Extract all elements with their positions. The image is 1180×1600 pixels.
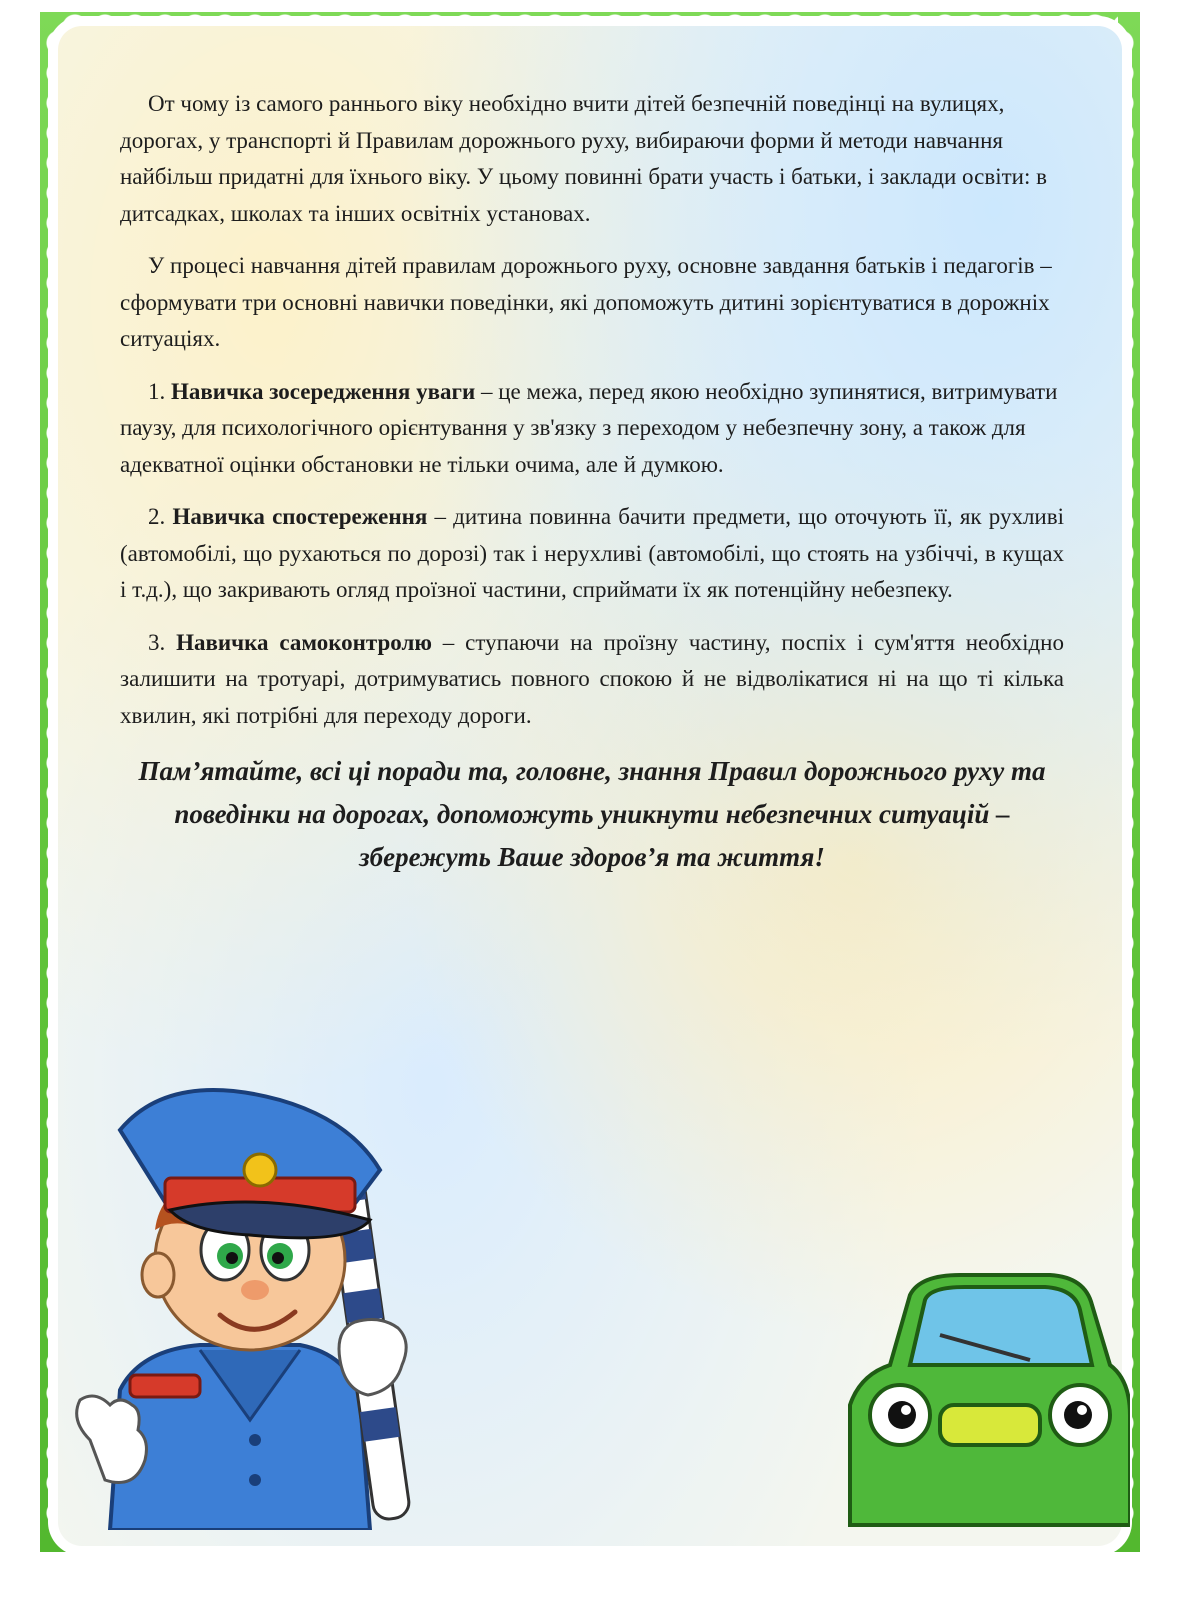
skill-1: 1. Навичка зосередження уваги – це межа, перед якою необхідно зупинятися, витримувати паузу, для психологічного орієнтування у зв'язку з переходом у небезпечну зону, а також для адекватної оцінки обстановки не тільки очима, але й думкою.	[120, 378, 1058, 477]
skill-1-title: Навичка зосередження уваги	[171, 378, 476, 404]
skill-3: 3. Навичка самоконтролю – ступаючи на проїзну частину, поспіх і сум'яття необхідно залишити на тротуарі, дотримуватись повного спокою й не відволікатися ні на що ті кілька хвилин, які потрібні для переходу дороги.	[120, 629, 1064, 728]
skill-3-text: – ступаючи на проїзну частину, поспіх і сум'яття необхідно залишити на тротуарі, дотримуватись повного спокою й не відволікатися ні на що ті кілька хвилин, які потрібні для переходу дороги.	[120, 629, 1064, 728]
traffic-officer-icon	[50, 1060, 490, 1530]
skill-1-text: – це межа, перед якою необхідно зупинятися, витримувати паузу, для психологічного орієнтування у зв'язку з переходом у небезпечну зону, а також для адекватної оцінки обстановки не тільки очима, але й думкою.	[120, 378, 1058, 477]
skill-1-number: 1	[148, 378, 160, 404]
skill-2-title: Навичка спостереження	[172, 504, 428, 529]
skill-2: 2. Навичка спостереження – дитина повинна бачити предмети, що оточують її, як рухливі (автомобілі, що рухаються по дорозі) так і нерухливі (автомобілі, що стоять на узбіччі, в кущах і т.д.), що закривають огляд проїзної частини, сприймати їх як потенційну небезпеку.	[120, 504, 1064, 602]
skill-3-title: Навичка самоконтролю	[176, 629, 432, 655]
skill-2-number: 2	[148, 504, 160, 529]
green-car-icon	[830, 1255, 1130, 1535]
closing-message: Пам’ятайте, всі ці поради та, головне, знання Правил дорожнього руху та поведінки на дорогах, допоможуть уникнути небезпечних ситуацій – збережуть Ваше здоров’я та життя!	[138, 756, 1046, 872]
paragraph-intro: От чому із самого раннього віку необхідно вчити дітей безпечній поведінці на вулицях, дорогах, у транспорті й Правилам дорожнього руху, вибираючи форми й методи навчання найбільш придатні для їхнього віку. У цьому повинні брати участь і батьки, і заклади освіти: в дитсадках, школах та інших освітніх установах.	[120, 91, 1047, 226]
skill-2-text: – дитина повинна бачити предмети, що оточують її, як рухливі (автомобілі, що рухаються по дорозі) так і нерухливі (автомобілі, що стоять на узбіччі, в кущах і т.д.), що закривають огляд проїзної частини, сприймати їх як потенційну небезпеку.	[120, 504, 1064, 602]
document-body	[120, 86, 1064, 879]
paragraph-skills-intro: У процесі навчання дітей правилам дорожнього руху, основне завдання батьків і педагогів – сформувати три основні навички поведінки, які допоможуть дитині зорієнтуватися в дорожніх ситуаціях.	[120, 253, 1052, 351]
skill-3-number: 3	[148, 629, 160, 655]
